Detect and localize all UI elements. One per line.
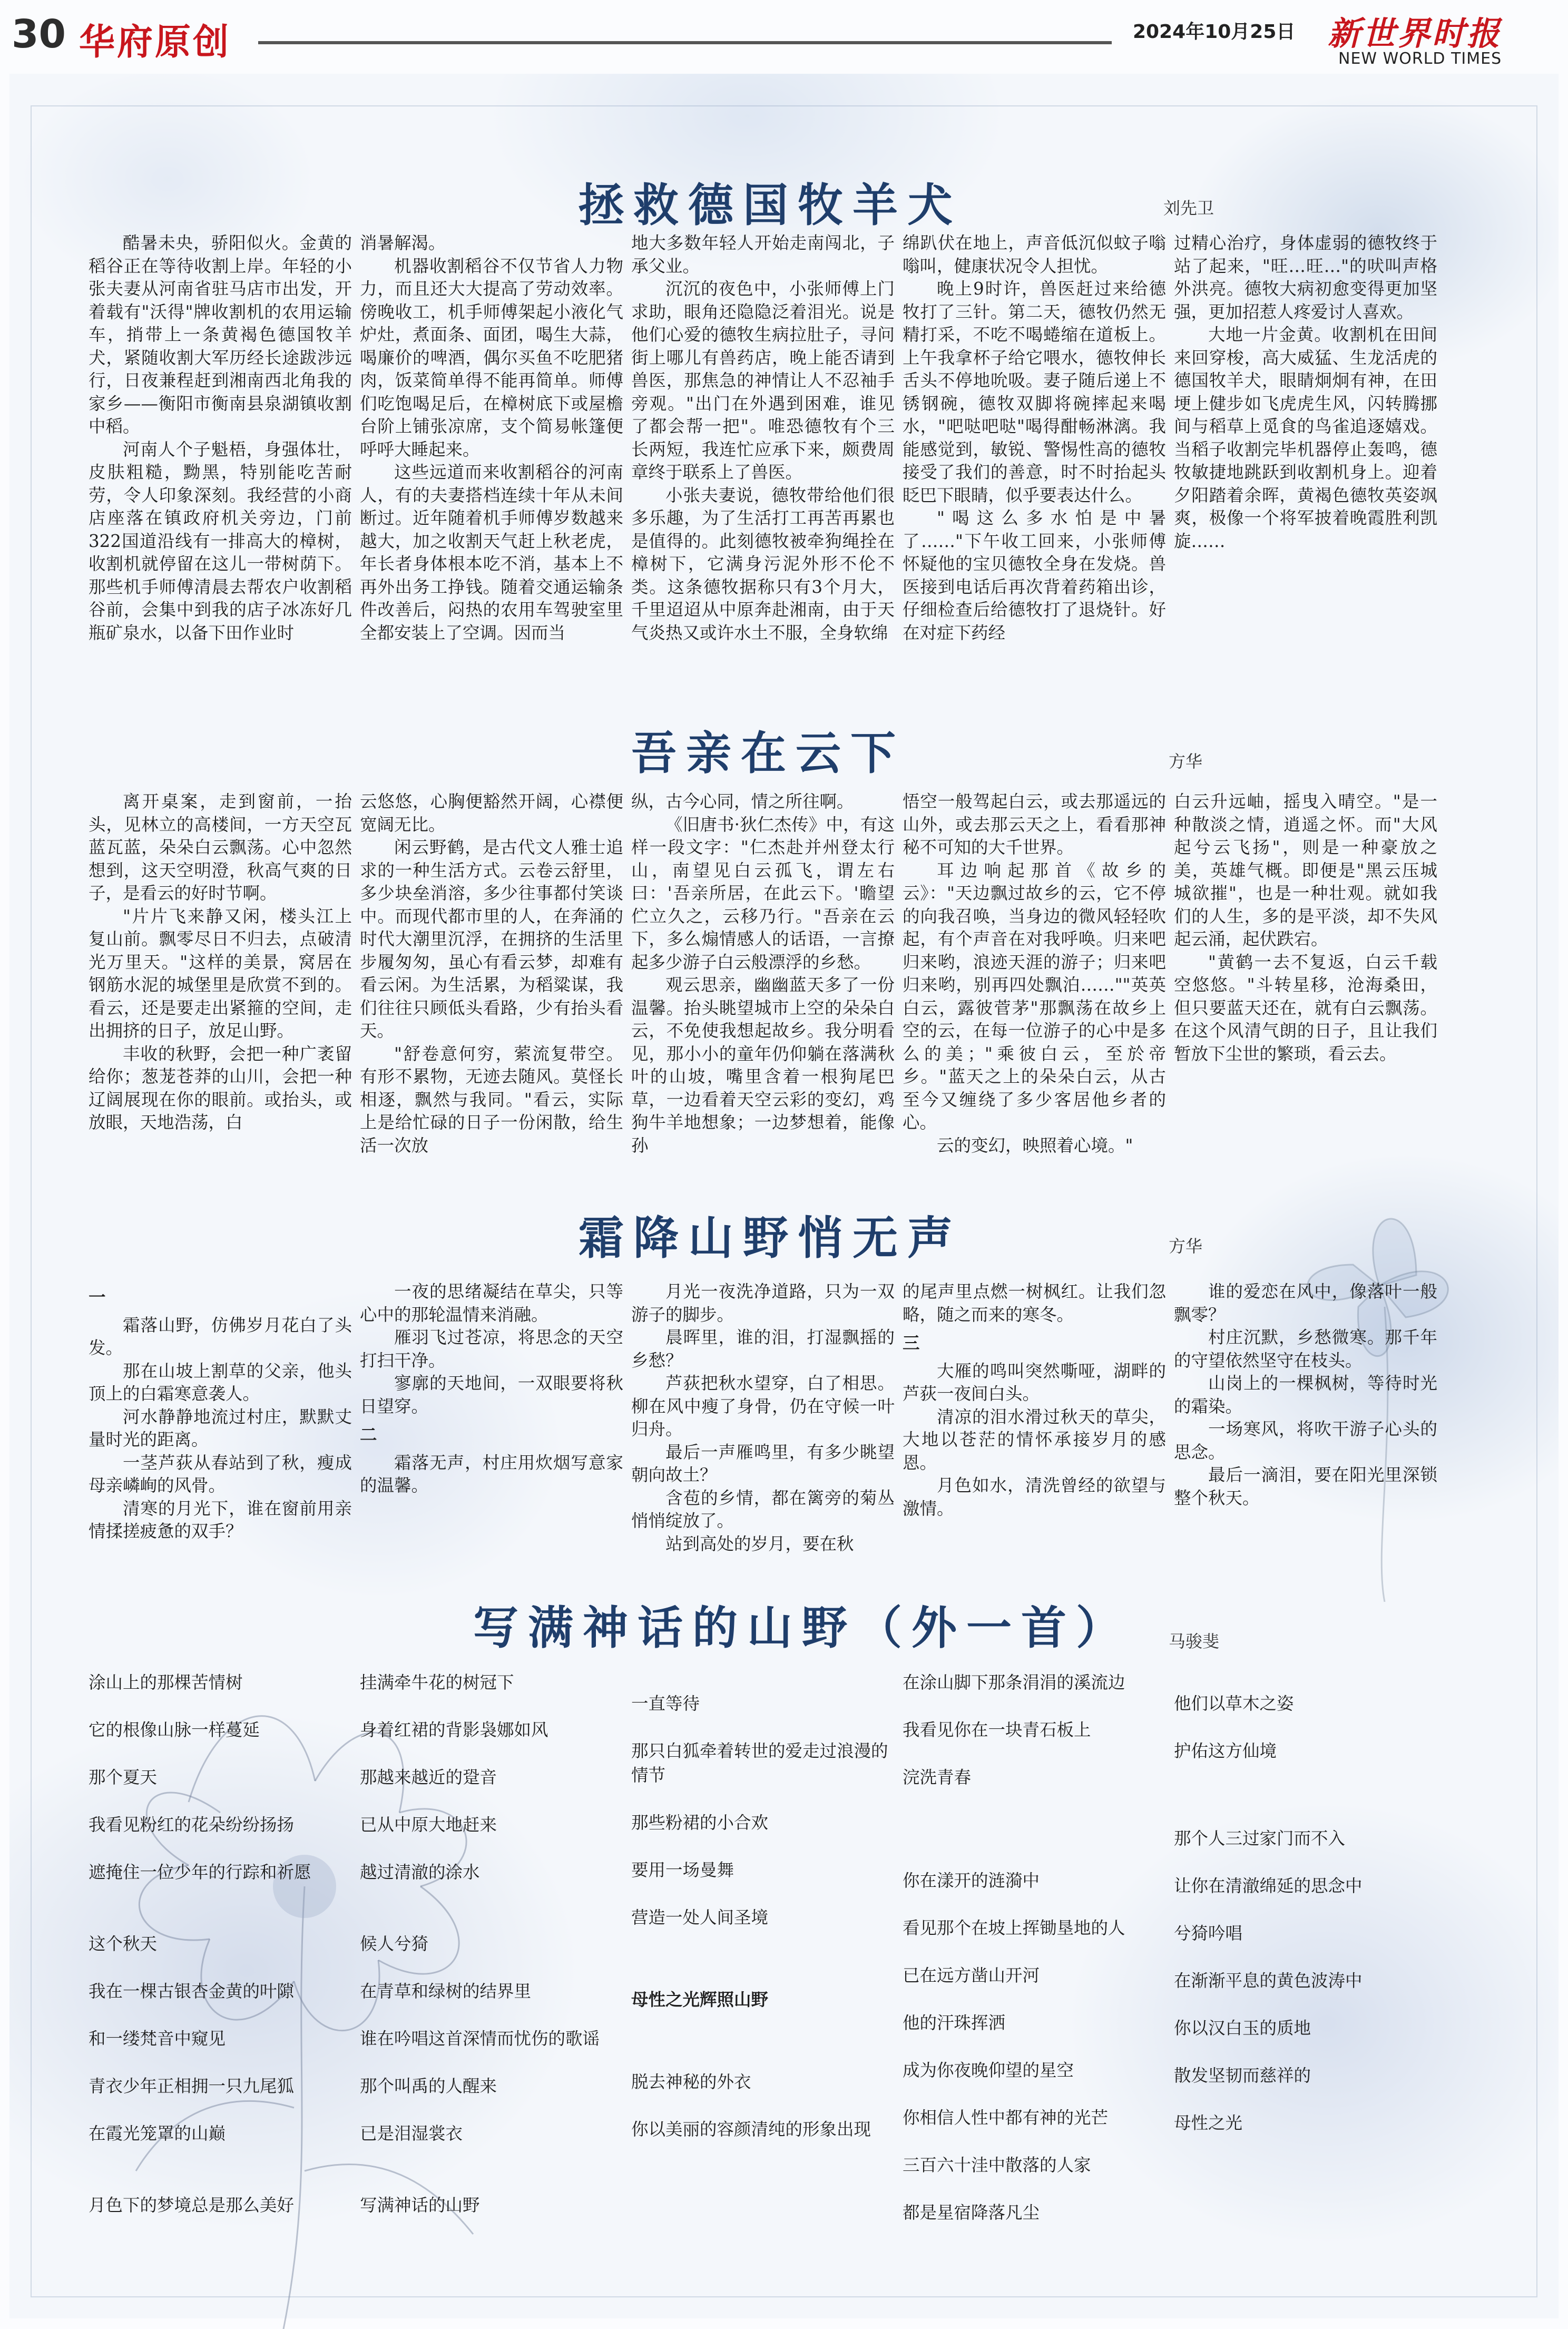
article-column (903, 232, 1166, 782)
paragraph: 一夜的思绪凝结在草尖，只等心中的那轮温情来消融。 (360, 1281, 623, 1325)
paragraph: 最后一滴泪，要在阳光里深锁整个秋天。 (1174, 1465, 1437, 1508)
article-column (631, 790, 895, 1254)
masthead-logo: 新世界时报 (1328, 14, 1502, 53)
paragraph: 大地一片金黄。收割机在田间来回穿梭，高大威猛、生龙活虎的德国牧羊犬，眼睛炯炯有神，在田埂上健步如飞虎虎生风，闪转腾挪间与稻草上觅食的鸟雀追逐嬉戏。当稻子收割完毕机器停止轰鸣，德牧敏捷地跳跃到收割机身上。迎着夕阳踏着余晖，黄褐色德牧英姿飒爽，极像一个将军披着晚霞胜利凯旋…… (1174, 325, 1437, 551)
poem-line: 要用一场曼舞 (631, 1860, 734, 1880)
paragraph: 清凉的泪水滑过秋天的草尖，大地以苍茫的情怀承接岁月的感恩。 (903, 1406, 1166, 1473)
article-column (89, 1280, 352, 1639)
paragraph: 云的变幻，映照着心境。" (937, 1135, 1133, 1156)
poem-line: 它的根像山脉一样蔓延 (89, 1720, 260, 1740)
poem-line: 三百六十洼中散落的人家 (903, 2155, 1091, 2175)
paragraph: 寥廓的天地间，一双眼要将秋日望穿。 (360, 1373, 623, 1416)
paragraph: 霜落无声，村庄用炊烟写意家的温馨。 (360, 1452, 623, 1495)
article-author: 方华 (1169, 1236, 1203, 1256)
article-title: 拯救德国牧羊犬 (579, 179, 962, 232)
paragraph: 最后一声雁鸣里，有多少眺望朝向故土？ (631, 1442, 895, 1485)
poem-line: 遮掩住一位少年的行踪和祈愿 (89, 1862, 311, 1882)
poem-line: 他们以草木之姿 (1174, 1694, 1294, 1714)
poem-column (360, 1670, 623, 2240)
paragraph: 酷暑未央，骄阳似火。金黄的稻谷正在等待收割上岸。年轻的小张夫妻从河南省驻马店市出发，开着载有"沃得"牌收割机的农用运输车，捎带上一条黄褐色德国牧羊犬，紧随收割大军历经长途跋涉远行，日夜兼程赶到湘南西北角我的家乡——衡阳市衡南县泉湖镇收割中稻。 (89, 233, 352, 436)
poem-line: 挂满牵牛花的树冠下 (360, 1672, 514, 1692)
poem-line: 写满神话的山野 (360, 2195, 480, 2215)
section-marker: 一 (89, 1287, 106, 1307)
article-column (1174, 1280, 1437, 1639)
poem-line: 浣洗青春 (903, 1767, 972, 1787)
poem-line: 和一缕梵音中窥见 (89, 2029, 226, 2049)
article-author: 刘先卫 (1163, 198, 1214, 218)
paragraph: 晚上9时许，兽医赶过来给德牧打了三针。第二天，德牧仍然无精打采，不吃不喝蜷缩在道板上。上午我拿杯子给它喂水，德牧伸长舌头不停地吮吸。妻子随后递上不锈钢碗，德牧双脚将碗摔起来喝水，"吧哒吧哒"喝得酣畅淋漓。我能感觉到，敏锐、警惕性高的德牧接受了我们的善意，时不时抬起头眨巴下眼睛，似乎要表达什么。 (903, 279, 1166, 505)
paragraph: 大雁的鸣叫突然嘶哑，湖畔的芦荻一夜间白头。 (903, 1361, 1166, 1404)
paragraph: 清寒的月光下，谁在窗前用亲情揉搓疲惫的双手？ (89, 1498, 352, 1541)
poem-column (631, 1691, 895, 2165)
article-column (360, 790, 623, 1254)
masthead-english: NEW WORLD TIMES (1338, 50, 1502, 68)
paragraph: 一茎芦荻从春站到了秋，瘦成母亲嶙峋的风骨。 (89, 1452, 352, 1495)
paragraph: 一场寒风，将吹干游子心头的思念。 (1174, 1419, 1437, 1462)
poem-column (89, 1670, 352, 2240)
paragraph: 晨晖里，谁的泪，打湿飘摇的乡愁？ (631, 1327, 895, 1371)
article-column (360, 232, 623, 782)
paragraph: "喝这么多水怕是中暑了……"下午收工回来，小张师傅怀疑他的宝贝德牧全身在发烧。兽医接到电话后再次背着药箱出诊，仔细检查后给德牧打了退烧针。好在对症下药经 (903, 508, 1166, 643)
paragraph: 观云思亲，幽幽蓝天多了一份温馨。抬头眺望城市上空的朵朵白云，不免使我想起故乡。我分明看见，那小小的童年仍仰躺在落满秋叶的山坡，嘴里含着一根狗尾巴草，一边看着天空云彩的变幻，鸡狗牛羊地想象；一边梦想着，能像孙 (631, 975, 895, 1156)
article-column (903, 1280, 1166, 1639)
poem-line: 让你在清澈绵延的思念中 (1174, 1876, 1363, 1896)
paragraph: 这些远道而来收割稻谷的河南人，有的夫妻搭档连续十年从未间断过。近年随着机手师傅岁数越来越大，加之收割天气赶上秋老虎，年长者身体根本吃不消，基本上不再外出务工挣钱。随着交通运输条件改善后，闷热的农用车驾驶室里全都安装上了空调。因而当 (360, 462, 623, 643)
paragraph: 月光一夜洗净道路，只为一双游子的脚步。 (631, 1281, 895, 1325)
poem-line: 候人兮猗 (360, 1934, 429, 1954)
article-column (631, 1280, 895, 1639)
poem-column (1174, 1691, 1437, 2158)
poem-line: 这个秋天 (89, 1934, 158, 1954)
paragraph: 《旧唐书·狄仁杰传》中，有这样一段文字："仁杰赴并州登太行山，南望见白云孤飞，谓左右曰：'吾亲所居，在此云下。'瞻望伫立久之，云移乃行。"吾亲在云下，多么煽情感人的话语，一言撩起多少游子白云般漂浮的乡愁。 (631, 814, 895, 972)
paragraph: 含苞的乡情，都在篱旁的菊丛悄悄绽放了。 (631, 1488, 895, 1531)
poem-line: 一直等待 (631, 1694, 700, 1714)
page-header (0, 0, 1568, 68)
poem-line: 他的汗珠挥洒 (903, 2013, 1006, 2033)
poem-line: 护佑这方仙境 (1174, 1741, 1277, 1761)
poem-line: 已是泪湿裳衣 (360, 2124, 463, 2144)
article-column (89, 232, 352, 782)
poem-line: 在渐渐平息的黄色波涛中 (1174, 1971, 1363, 1991)
poem-line: 那个叫禹的人醒来 (360, 2076, 497, 2096)
paragraph: 云悠悠，心胸便豁然开阔，心襟便宽阔无比。 (360, 791, 623, 835)
paragraph: 过精心治疗，身体虚弱的德牧终于站了起来，"旺…旺…"的吠叫声格外洪亮。德牧大病初愈变得更加坚强，更加招惹人疼爱讨人喜欢。 (1174, 233, 1437, 322)
paragraph: 月色如水，清洗曾经的欲望与激情。 (903, 1475, 1166, 1519)
poem-line: 都是星宿降落凡尘 (903, 2203, 1040, 2223)
article-column (89, 790, 352, 1254)
poem-line: 你以汉白玉的质地 (1174, 2018, 1311, 2038)
poem-line: 我看见粉红的花朵纷纷扬扬 (89, 1815, 295, 1835)
paragraph: "片片飞来静又闲，楼头江上复山前。飘零尽日不归去，点破清光万里天。"这样的美景，窝居在钢筋水泥的城堡里是欣赏不到的。看云，还是要走出紧箍的空间，走出拥挤的日子，放足山野。 (89, 906, 352, 1041)
poem-line: 那越来越近的跫音 (360, 1767, 497, 1787)
poem-line: 我看见你在一块青石板上 (903, 1720, 1091, 1740)
paragraph: 耳边响起那首《故乡的云》："天边飘过故乡的云，它不停的向我召唤，当身边的微风轻轻吹起，有个声音在对我呼唤。归来吧归来哟，浪迹天涯的游子；归来吧归来哟，别再四处飘泊……""英英白云，露彼菅茅"那飘荡在故乡上空的云，在每一位游子的心中是多么的美；"乘彼白云，至於帝乡。"蓝天之上的朵朵白云，从古至今又缠绕了多少客居他乡者的心。 (903, 860, 1166, 1132)
poem-line: 成为你夜晚仰望的星空 (903, 2060, 1074, 2080)
article-column (903, 790, 1166, 1254)
paragraph: 地大多数年轻人开始走南闯北，子承父业。 (631, 233, 895, 276)
poem-line: 那些粉裙的小合欢 (631, 1813, 769, 1833)
header-rule (258, 41, 1112, 44)
poem-line: 你相信人性中都有神的光芒 (903, 2108, 1109, 2128)
page-content (9, 74, 1559, 2318)
poem-line: 身着红裙的背影袅娜如风 (360, 1720, 548, 1740)
article-column (1174, 232, 1437, 782)
article-title: 吾亲在云下 (631, 727, 905, 780)
poem-subtitle: 母性之光辉照山野 (631, 1989, 769, 2010)
poem-line: 母性之光 (1174, 2113, 1243, 2133)
poem-line: 那个人三过家门而不入 (1174, 1828, 1346, 1848)
paragraph: 谁的爱恋在风中，像落叶一般飘零？ (1174, 1281, 1437, 1325)
poem-line: 已在远方凿山开河 (903, 1965, 1040, 1985)
poem-line: 谁在吟唱这首深情而忧伤的歌谣 (360, 2029, 600, 2049)
paragraph: 消暑解渴。 (360, 233, 446, 253)
poem-line: 脱去神秘的外衣 (631, 2072, 751, 2092)
paragraph: 纵，古今心同，情之所往啊。 (631, 791, 854, 811)
article-title: 霜降山野悄无声 (579, 1212, 962, 1265)
paragraph: 小张夫妻说，德牧带给他们很多乐趣，为了生活打工再苦再累也是值得的。此刻德牧被牵狗绳拴在樟树下，它满身污泥外形不伦不类。这条德牧据称只有3个月大，千里迢迢从中原奔赴湘南，由于天气炎热又或许水土不服，全身软绵 (631, 485, 895, 643)
paragraph: 的尾声里点燃一树枫红。让我们忽略，随之而来的寒冬。 (903, 1281, 1166, 1325)
paragraph: 雁羽飞过苍凉，将思念的天空打扫干净。 (360, 1327, 623, 1371)
poem-line: 已从中原大地赶来 (360, 1815, 497, 1835)
article-column (1174, 790, 1437, 1254)
poem-line: 在霞光笼罩的山巅 (89, 2124, 226, 2144)
section-marker: 三 (903, 1333, 920, 1353)
poem-line: 我在一棵古银杏金黄的叶隙 (89, 1981, 295, 2001)
poem-line: 那只白狐牵着转世的爱走过浪漫的情节 (631, 1741, 888, 1785)
paragraph: 芦荻把秋水望穿，白了相思。柳在风中瘦了身骨，仍在守候一叶归舟。 (631, 1373, 895, 1439)
paragraph: 山岗上的一棵枫树，等待时光的霜染。 (1174, 1373, 1437, 1416)
issue-date: 2024年10月25日 (1133, 21, 1296, 43)
paragraph: 白云升远岫，摇曳入晴空。"是一种散淡之情，逍遥之怀。而"大风起兮云飞扬"，则是一种豪放之美，英雄气概。即便是"黑云压城城欲摧"，也是一种壮观。就如我们的人生，多的是平淡，却不失风起云涌，起伏跌宕。 (1174, 791, 1437, 949)
paragraph: 绵趴伏在地上，声音低沉似蚊子嗡嗡叫，健康状况令人担忧。 (903, 233, 1166, 276)
poem-line: 你以美丽的容颜清纯的形象出现 (631, 2119, 871, 2139)
poem-line: 月色下的梦境总是那么美好 (89, 2195, 295, 2215)
paragraph: 悟空一般驾起白云，或去那遥远的山外，或去那云天之上，看看那神秘不可知的大千世界。 (903, 791, 1166, 857)
paragraph: 村庄沉默，乡愁微寒。那千年的守望依然坚守在枝头。 (1174, 1327, 1437, 1371)
paragraph: 那在山坡上割草的父亲，他头顶上的白霜寒意袭人。 (89, 1361, 352, 1404)
paragraph: "舒卷意何穷，萦流复带空。有形不累物，无迹去随风。莫怪长相逐，飘然与我同。"看云，实际上是给忙碌的日子一份闲散，给生活一次放 (360, 1043, 623, 1156)
section-title: 华府原创 (79, 22, 231, 63)
poem-line: 营造一处人间圣境 (631, 1907, 769, 1927)
paragraph: 霜落山野，仿佛岁月花白了头发。 (89, 1315, 352, 1358)
article-column (631, 232, 895, 782)
poem-line: 散发坚韧而慈祥的 (1174, 2066, 1311, 2086)
poem-line: 兮猗吟唱 (1174, 1923, 1243, 1943)
poem-line: 越过清澈的涂水 (360, 1862, 480, 1882)
paragraph: 丰收的秋野，会把一种广袤留给你；葱茏苍莽的山川，会把一种辽阔展现在你的眼前。或抬头，或放眼，天地浩荡，白 (89, 1043, 352, 1132)
paragraph: 机器收割稻谷不仅节省人力物力，而且还大大提高了劳动效率。傍晚收工，机手师傅架起小液化气炉灶，煮面条、面团，喝生大蒜，喝廉价的啤酒，偶尔买鱼不吃肥猪肉，饭菜简单得不能再简单。师傅们吃饱喝足后，在樟树底下或屋檐台阶上铺张凉席，支个简易帐篷便呼呼大睡起来。 (360, 256, 623, 459)
poem-line: 在青草和绿树的结界里 (360, 1981, 532, 2001)
poem-line: 那个夏天 (89, 1767, 158, 1787)
poem-line: 看见那个在坡上挥锄垦地的人 (903, 1918, 1125, 1938)
poem-line: 你在漾开的涟漪中 (903, 1871, 1040, 1891)
poem-line: 涂山上的那棵苦情树 (89, 1672, 243, 1692)
paragraph: 站到高处的岁月，要在秋 (665, 1533, 854, 1554)
article-author: 方华 (1169, 751, 1203, 771)
paragraph: "黄鹤一去不复返，白云千载空悠悠。"斗转星移，沧海桑田，但只要蓝天还在，就有白云飘荡。在这个风清气朗的日子，且让我们暂放下尘世的繁琐，看云去。 (1174, 952, 1437, 1064)
section-marker: 二 (360, 1424, 377, 1445)
paragraph: 闲云野鹤，是古代文人雅士追求的一种生活方式。云卷云舒里，多少块垒消溶，多少往事都付笑谈中。而现代都市里的人，在奔涌的时代大潮里沉浮，在拥挤的生活里步履匆匆，虽心有看云梦，却难有看云闲。为生活累，为稻粱谋，我们往往只顾低头看路，少有抬头看天。 (360, 837, 623, 1041)
poem-line: 在涂山脚下那条涓涓的溪流边 (903, 1672, 1125, 1692)
page-number: 30 (12, 12, 66, 57)
article-author: 马骏斐 (1169, 1631, 1220, 1651)
poem-column (903, 1670, 1166, 2248)
poem-line: 青衣少年正相拥一只九尾狐 (89, 2076, 295, 2096)
paragraph: 河南人个子魁梧，身强体壮，皮肤粗糙，黝黑，特别能吃苦耐劳，令人印象深刻。我经营的小商店座落在镇政府机关旁边，门前322国道沿线有一排高大的樟树，收割机就停留在这儿一带树荫下。那些机手师傅清晨去帮农户收割稻谷前，会集中到我的店子冰冻好几瓶矿泉水，以备下田作业时 (89, 439, 352, 643)
article-column (360, 1280, 623, 1639)
paragraph: 沉沉的夜色中，小张师傅上门求助，眼角还隐隐泛着泪光。说是他们心爱的德牧生病拉肚子，寻问街上哪儿有兽药店，晚上能否请到兽医，那焦急的神情让人不忍袖手旁观。"出门在外遇到困难，谁见了都会帮一把"。唯恐德牧有个三长两短，我连忙应承下来，颇费周章终于联系上了兽医。 (631, 279, 895, 482)
paragraph: 离开桌案，走到窗前，一抬头，见林立的高楼间，一方天空瓦蓝瓦蓝，朵朵白云飘荡。心中忽然想到，这天空明澄，秋高气爽的日子，是看云的好时节啊。 (89, 791, 352, 903)
article-title: 写满神话的山野（外一首） (473, 1602, 1131, 1655)
paragraph: 河水静静地流过村庄，默默丈量时光的距离。 (89, 1406, 352, 1450)
